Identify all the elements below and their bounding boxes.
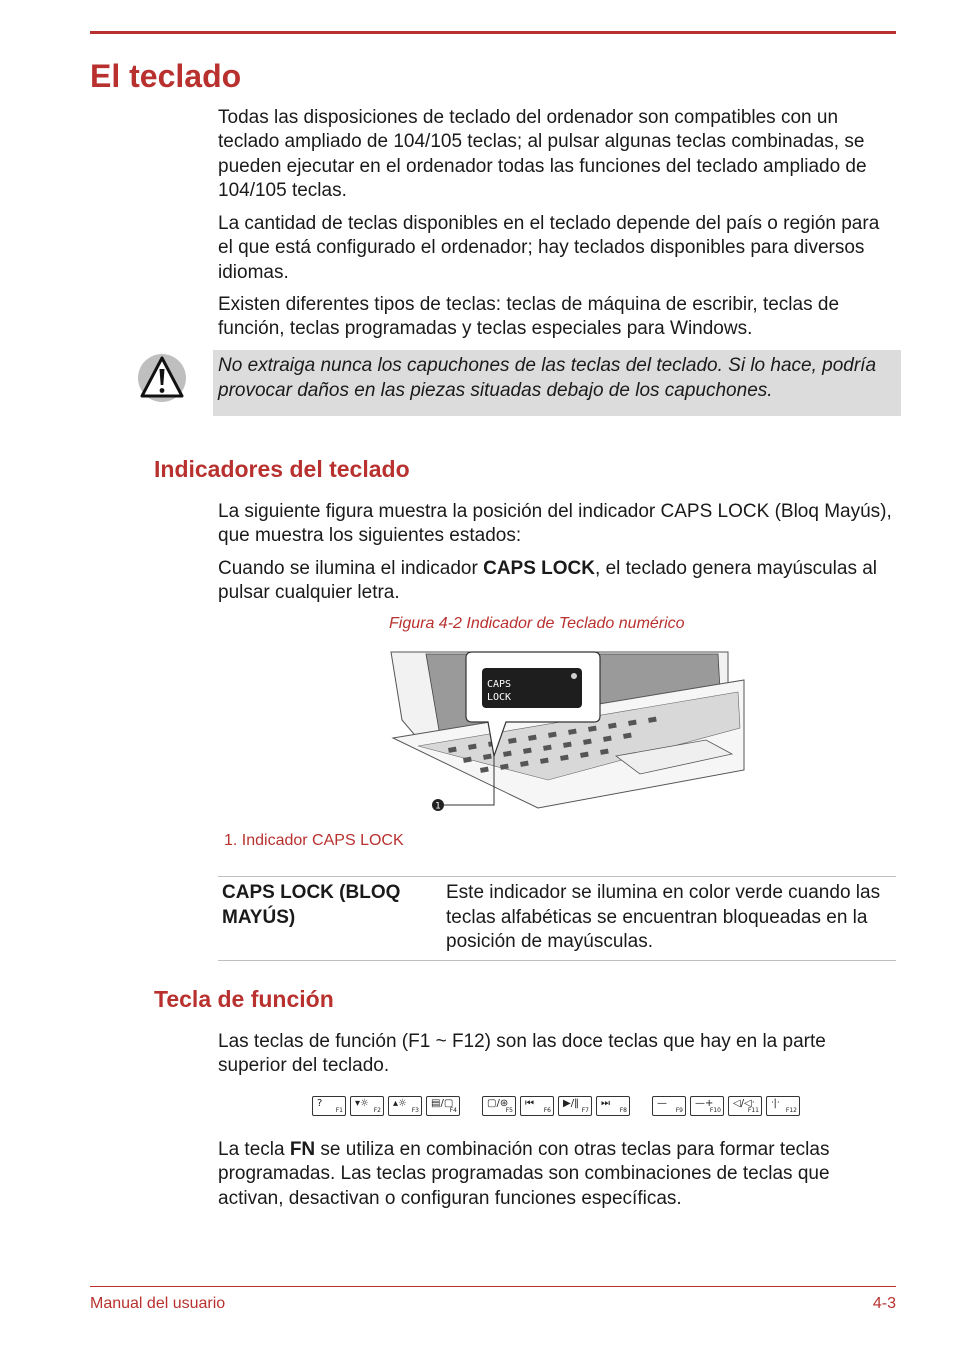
fkey-f3: ▴☼ F3 <box>388 1096 422 1116</box>
fkey-f10: —+ F10 <box>690 1096 724 1116</box>
laptop-figure <box>388 650 748 815</box>
footer-manual-title: Manual del usuario <box>90 1295 226 1312</box>
table-term: CAPS LOCK (BLOQ MAYÚS) <box>222 882 401 928</box>
fkey-f2: ▾☼ F2 <box>350 1096 384 1116</box>
intro-paragraph-3: Existen diferentes tipos de teclas: teclas de máquina de escribir, teclas de función, teclas programadas y teclas especiales para Windows. <box>218 294 840 340</box>
warning-text: No extraiga nunca los capuchones de las teclas del teclado. Si lo hace, podría provocar daños en las piezas situadas debajo de los capuchones. <box>218 355 877 401</box>
function-keys-paragraph-2: La tecla FN se utiliza en combinación con otras teclas para formar teclas programadas. Las teclas programadas son combinaciones de teclas que activan, desactivan o configuran funciones específicas. <box>218 1139 830 1209</box>
figure-marker-1: 1 <box>435 801 441 812</box>
callout-lock-text: LOCK <box>487 692 512 703</box>
footer-page-number: 4-3 <box>872 1295 896 1312</box>
fkey-f12: ᐧ|ᐧ F12 <box>766 1096 800 1116</box>
section-heading-function-keys: Tecla de función <box>154 986 334 1012</box>
footer-rule <box>90 1286 896 1287</box>
fkey-f11: ◁/◁ᐧ F11 <box>728 1096 762 1116</box>
caps-lock-bold: CAPS LOCK <box>483 558 596 579</box>
fkey-f9: — F9 <box>652 1096 686 1116</box>
warning-triangle-icon <box>136 352 188 404</box>
table-top-rule <box>218 876 896 877</box>
indicators-paragraph-2: Cuando se ilumina el indicador CAPS LOCK, el teclado genera mayúsculas al pulsar cualquier letra. <box>218 558 878 604</box>
page-title: El teclado <box>90 58 242 94</box>
fkey-f5: ▢/⊛ F5 <box>482 1096 516 1116</box>
fn-key-bold: FN <box>289 1139 316 1160</box>
section-heading-indicators: Indicadores del teclado <box>154 456 410 482</box>
fkey-f1: ? F1 <box>312 1096 346 1116</box>
indicators-paragraph-1: La siguiente figura muestra la posición del indicador CAPS LOCK (Bloq Mayús), que muestra los siguientes estados: <box>218 501 892 547</box>
top-rule <box>90 31 896 34</box>
table-bottom-rule <box>218 960 896 961</box>
callout-caps-text: CAPS <box>487 679 512 690</box>
fkey-f4: ▤/▢ F4 <box>426 1096 460 1116</box>
table-definition: Este indicador se ilumina en color verde cuando las teclas alfabéticas se encuentran bloqueadas en la posición de mayúsculas. <box>446 882 881 952</box>
fkey-f7: ▶/‖ F7 <box>558 1096 592 1116</box>
intro-paragraph-1: Todas las disposiciones de teclado del ordenador son compatibles con un teclado ampliado de 104/105 teclas; al pulsar algunas teclas combinadas, se pueden ejecutar en el ordenador todas las funciones del teclado ampliado de 104/105 teclas. <box>218 107 867 201</box>
figure-note: 1. Indicador CAPS LOCK <box>224 832 404 849</box>
fkey-f6: ⏮ F6 <box>520 1096 554 1116</box>
intro-paragraph-2: La cantidad de teclas disponibles en el teclado depende del país o región para el que está configurado el ordenador; hay teclados disponibles para diversos idiomas. <box>218 213 880 283</box>
figure-caption: Figura 4-2 Indicador de Teclado numérico <box>389 615 685 632</box>
function-keys-paragraph-1: Las teclas de función (F1 ~ F12) son las doce teclas que hay en la parte superior del teclado. <box>218 1031 826 1077</box>
fkey-f8: ⏭ F8 <box>596 1096 630 1116</box>
